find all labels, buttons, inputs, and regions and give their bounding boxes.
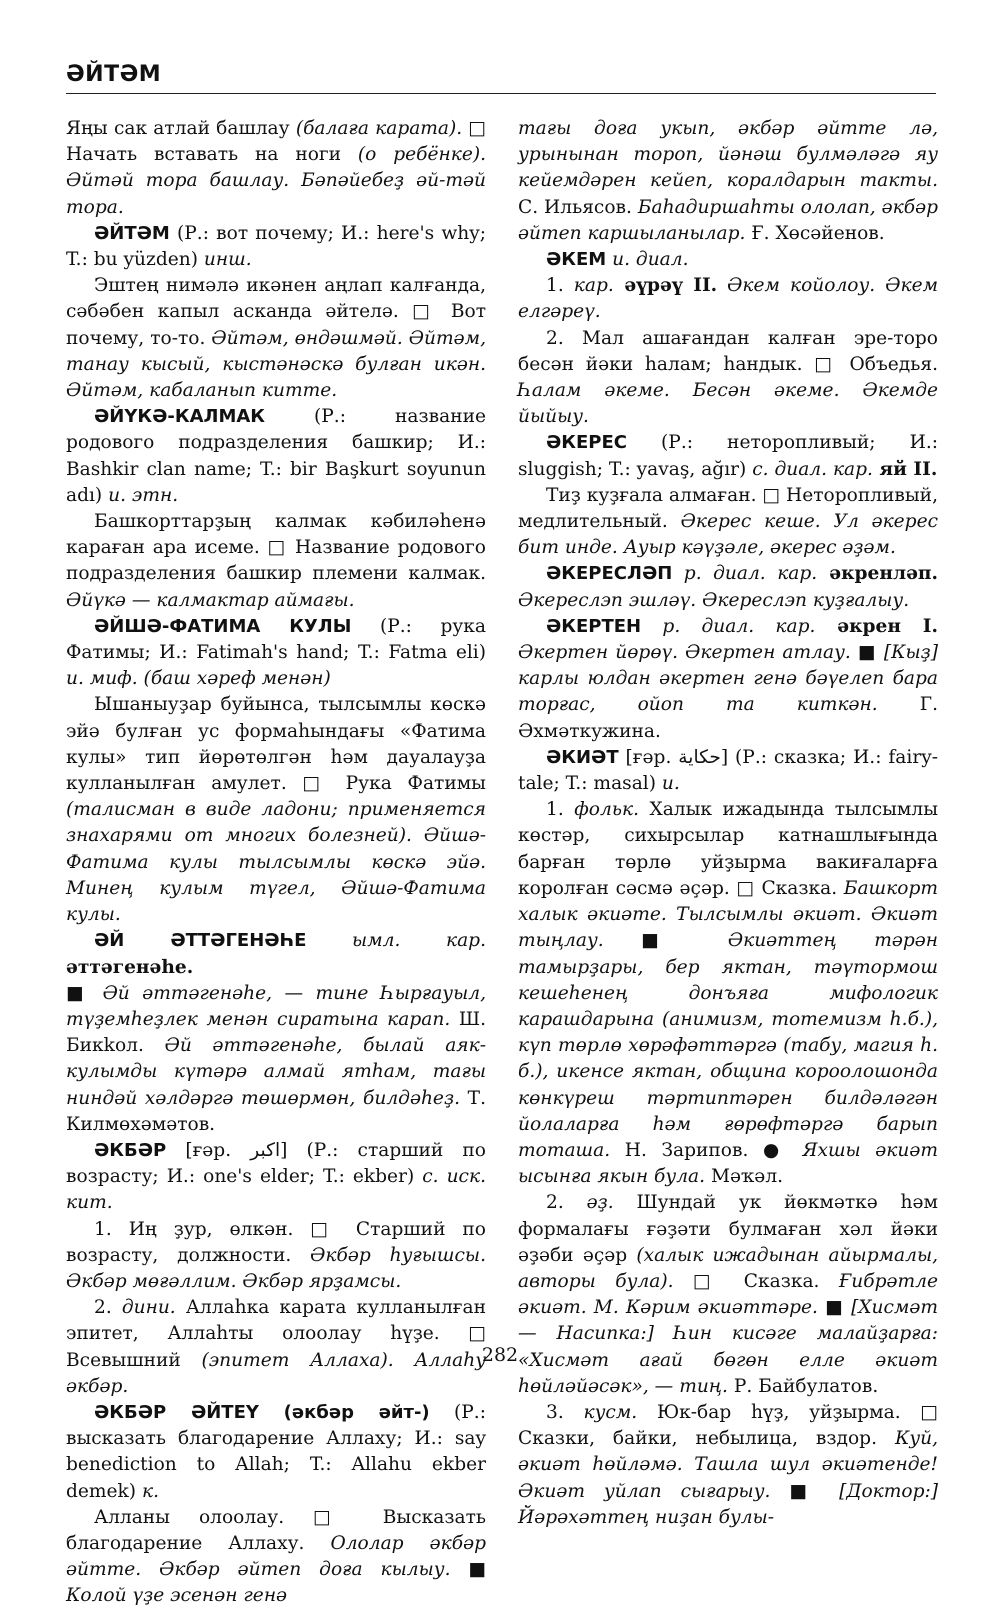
dictionary-paragraph <box>66 404 486 509</box>
entry-text: Тиҙ куҙғала алмаған. □ Неторопливый, медлительный. <box>518 484 938 533</box>
headword: ӘЙ ӘТТӘГЕНӘҺЕ <box>94 930 307 952</box>
entry-text: Шундай ук йөкмәткә һәм формалағы ғәҙәти булмаған хәл йәки әҙәби әҫәр <box>518 1192 938 1266</box>
entry-text: (Р.: высказать благодарение Аллаху; И.: say benediction to Allah; T.: Allahu ekber demek) <box>66 1401 486 1502</box>
headword: ӘКЕРЕС <box>546 432 627 454</box>
entry-text: Н. Зарипов. ● <box>610 1139 803 1161</box>
entry-text: әүрәү II. <box>613 275 718 297</box>
dictionary-paragraph <box>518 614 938 745</box>
entry-text: (талисман в виде ладони; применяется знахарями от многих болезней). Әйшә-Фатима кулы тылсымлы көскә эйә. Минең кулым түгел, Әйшә-Фатима кулы. <box>66 799 486 926</box>
entry-text: әкрен I. <box>815 615 938 637</box>
dictionary-paragraph <box>518 116 938 247</box>
entry-text: Ғибрәтле әкиәт. М. Кәрим әкиәттәре. <box>518 1270 938 1319</box>
entry-text: к. <box>141 1480 159 1502</box>
headword: ӘКИӘТ <box>546 746 619 768</box>
entry-text: Г. Әхмәткужина. <box>518 694 938 742</box>
dictionary-paragraph <box>66 928 486 980</box>
page-number: 282 <box>481 1344 519 1366</box>
entry-text: р. диал. кар. <box>641 615 816 637</box>
entry-text: Аллаһка карата кулланылған эпитет, Аллаһты олоолау һүҙе. □ Всевышний <box>66 1297 486 1371</box>
entry-text: Т. Килмөхәмәтов. <box>66 1087 486 1135</box>
entry-text: (эпитет Аллаха). Аллаһу әкбәр. <box>66 1349 486 1397</box>
dictionary-paragraph <box>66 614 486 693</box>
entry-text: и. диал. <box>606 249 689 271</box>
entry-text: Әй әттәгенәһе, былай аяк-кулымды күтәрә алмай ятһам, тағы ниндәй хәлдәргә төшөрмөн, билдәһеҙ. <box>66 1035 486 1109</box>
dictionary-paragraph <box>518 1400 938 1531</box>
dictionary-paragraph <box>66 1400 486 1505</box>
entry-text: дини. <box>121 1297 176 1319</box>
entry-text: Юк-бар һүҙ, уйҙырма. □ Сказки, байки, небылица, вздор. <box>518 1401 938 1450</box>
entry-text: Баһадиршаһты ололап, әкбәр әйтеп каршыланылар. <box>518 196 938 244</box>
dictionary-paragraph <box>66 1505 486 1610</box>
right-column <box>518 116 938 1531</box>
entry-text: Яхшы әкиәт ысынға якын була. <box>518 1139 938 1188</box>
dictionary-paragraph <box>66 1217 486 1296</box>
left-column <box>66 116 486 1610</box>
entry-text: кар. <box>573 275 614 297</box>
dictionary-paragraph <box>66 981 486 1138</box>
entry-text: ■ <box>603 930 728 952</box>
entry-text: Әйүкә — калмактар аймағы. <box>66 589 355 611</box>
headword: ӘКБӘР ӘЙТЕҮ (әкбәр әйт-) <box>94 1401 430 1423</box>
entry-text: Әйтәм, өндәшмәй. Әйтәм, танау кысый, кыстәнәскә булған икән. Әйтәм, кабаланып китте. <box>66 327 486 402</box>
dictionary-paragraph <box>518 483 938 562</box>
entry-text: (Р.: вот почему; И.: here's why; T.: bu yüzden) <box>66 222 486 271</box>
entry-text: Әкиәттең тәрән тамырҙары, бер яктан, тәүтормош кешеһенең донъяға мифологик карашдарына (анимизм, тотемизм һ.б.), күп төрлө хөрәфәттәргә (табу, магия һ. б.), икенсе яктан, община короолошонда көнкүреш тәртиптәрен билдәләгән йолаларға һәм ғөрөфтәргә барып тоташа. <box>518 930 938 1161</box>
entry-text: 1. <box>546 799 575 821</box>
entry-text: (Р.: название родового подразделения башкир; И.: Bashkir clan name; T.: bir Başkurt soyunun adı) <box>66 406 486 506</box>
entry-text: 2. <box>94 1297 122 1319</box>
entry-text: әттәгенәһе. <box>66 956 194 978</box>
entry-text: Башкорттарҙың калмак кәбиләһенә караған ара исеме. □ Название родового подразделения башкир племени калмак. <box>66 511 486 585</box>
dictionary-paragraph <box>518 561 938 613</box>
entry-text: Әкертен йөрөү. Әкертен атлау. <box>518 642 851 664</box>
entry-text: [Доктор:] Йәрәхәттең ниҙан булы- <box>518 1480 938 1528</box>
entry-text: тағы доға укып, әкбәр әйтте лә, урынынан тороп, йәнәш булмәләгә яу кейемдәрен кейеп, коралдарын такты. <box>518 118 938 192</box>
entry-text: (о ребёнке). Әйтәй тора башлау. Бәпәйебеҙ әй-тәй тора. <box>66 144 486 218</box>
entry-text: Әкереслэп эшләү. Әкереслэп куҙғалыу. <box>518 589 910 611</box>
dictionary-paragraph <box>66 273 486 404</box>
dictionary-paragraph <box>518 273 938 325</box>
entry-text: Әкем койолоу. Әкем елгәреү. <box>518 275 938 323</box>
entry-text: Ышаныуҙар буйынса, тылсымлы көскә эйә булған ус формаһындағы «Фатима кулы» тип йөрөтөлгән һәм дауалауҙа кулланылған амулет. □ Рука Фатимы <box>66 694 486 795</box>
entry-text: әҙ. <box>586 1192 614 1214</box>
entry-text: инш. <box>203 249 252 271</box>
entry-text: Әкерес кеше. Ул әкерес бит инде. Ауыр кәүҙәле, әкерес әҙәм. <box>518 511 938 559</box>
entry-text: □ Начать вставать на ноги <box>66 118 486 166</box>
entry-text: р. диал. кар. <box>672 563 818 585</box>
entry-text: Халык ижадында тылсымлы көстәр, сихырсылар катнашлығында барған төрлө уйҙырма вакиғаларға королған сәсмә әҫәр. □ Сказка. <box>518 799 938 899</box>
dictionary-paragraph <box>518 247 938 273</box>
headword: ӘКЕРТЕН <box>546 615 642 637</box>
entry-text: (халык ижадынан айырмалы, авторы була). <box>518 1244 938 1292</box>
entry-text: Куй, әкиәт һөйләмә. Ташла шул әкиәтенде! Әкиәт уйлап сығарыу. <box>518 1428 938 1502</box>
dictionary-paragraph <box>518 745 938 797</box>
entry-text: (балаға карата). <box>295 118 463 139</box>
entry-text: Әй әттәгенәһе, — тине Һырғауыл, түҙемһеҙлек менән сиратына карап. <box>66 982 486 1030</box>
entry-text: Ғ. Хөсәйенов. <box>745 222 885 244</box>
entry-text: и. <box>661 773 680 795</box>
entry-text: ■ <box>450 1559 486 1581</box>
headword: ӘЙҮКӘ-КАЛМАК <box>94 406 265 428</box>
entry-text: ■ <box>817 1297 852 1319</box>
entry-text: С. Ильясов. <box>518 196 638 218</box>
entry-text: Ш. Бикkол. <box>66 1008 486 1057</box>
entry-text: ■ <box>770 1480 840 1502</box>
entry-text: Колой үҙе эсенән генә <box>66 1585 288 1607</box>
dictionary-paragraph <box>66 1138 486 1217</box>
headword: ӘКЕРЕСЛӘП <box>546 563 673 585</box>
dictionary-paragraph <box>66 116 486 221</box>
dictionary-paragraph <box>66 692 486 928</box>
entry-text: 1. <box>546 275 574 297</box>
entry-text: Мәҡәл. <box>705 1166 784 1188</box>
entry-text: [ғәр. حكاية] (Р.: сказка; И.: fairy-tale; T.: masal) <box>518 746 938 795</box>
dictionary-paragraph <box>66 509 486 614</box>
headword: ӘЙШӘ-ФАТИМА КУЛЫ <box>94 615 352 637</box>
entry-text: әкренләп. <box>817 563 938 585</box>
entry-text: Ололар әкбәр әйтте. Әкбәр әйтеп доға кылыу. <box>66 1532 486 1581</box>
entry-text: и. миф. (баш хәреф менән) <box>66 668 331 690</box>
entry-text: 2. <box>546 1192 587 1214</box>
running-head: ӘЙТӘМ <box>66 62 162 87</box>
entry-text: и. этн. <box>108 484 179 506</box>
entry-text: ■ <box>66 982 103 1004</box>
entry-text: (Р.: рука Фатимы; И.: Fatimah's hand; T.: Fatma eli) <box>66 615 486 664</box>
dictionary-paragraph <box>66 221 486 273</box>
entry-text: ымл. кар. <box>306 930 486 952</box>
entry-text: Алланы олоолау. □ Высказать благодарение Аллаху. <box>66 1506 486 1554</box>
dictionary-paragraph <box>518 430 938 482</box>
entry-text: яй II. <box>872 458 938 480</box>
headword: ӘЙТӘМ <box>94 222 170 244</box>
header-rule <box>66 93 936 94</box>
entry-text: □ Сказка. <box>673 1270 839 1292</box>
dictionary-paragraph <box>518 326 938 431</box>
entry-text: (Р.: неторопливый; И.: sluggish; T.: yavaş, ağır) <box>518 432 938 480</box>
entry-text: 1. Иң ҙур, өлкән. □ Старший по возрасту, должности. <box>66 1218 486 1266</box>
entry-text: Башкорт халык әкиәте. Тылсымлы әкиәт. Әкиәт тыңлау. <box>518 877 938 952</box>
entry-text: фольк. <box>574 799 639 821</box>
entry-text: Эштең нимәлә икәнен аңлап калғанда, сәбәбен капыл асканда әйтелә. □ Вот почему, то-то. <box>66 275 486 349</box>
entry-text: Әкбәр һуғышсы. Әкбәр мөғәллим. Әкбәр ярҙамсы. <box>66 1244 486 1292</box>
entry-text: кусм. <box>583 1401 638 1423</box>
dictionary-paragraph <box>518 797 938 1190</box>
entry-text: [Хисмәт — Насипка:] Һин кисәге малайҙарға: «Хисмәт ағай бөгөн елле әкиәт һөйләйәсәк», — тиң. <box>518 1297 938 1397</box>
headword: ӘКБӘР <box>94 1139 167 1161</box>
entry-text: Р. Байбулатов. <box>727 1375 879 1397</box>
entry-text: [Кыҙ] карлы юлдан әкертен генә бәүелеп бара торғас, ойоп та киткән. <box>518 642 938 716</box>
entry-text: 2. Мал ашағандан калған эре-торо бесән йәки һалам; һандык. □ Объедья. <box>518 327 938 375</box>
entry-text: [ғәр. اكبر] (Р.: старший по возрасту; И.: one's elder; T.: ekber) <box>66 1139 486 1188</box>
entry-text: с. диал. кар. <box>752 458 873 480</box>
entry-text: с. иск. кит. <box>66 1166 486 1214</box>
entry-text: 3. <box>546 1401 584 1423</box>
entry-text: ■ <box>850 642 884 664</box>
entry-text: Һалам әкеме. Бесән әкеме. Әкемде йыйыу. <box>518 380 938 428</box>
headword: ӘКЕМ <box>546 249 607 271</box>
entry-text: Яңы сак атлай башлау <box>66 118 296 139</box>
dictionary-paragraph <box>518 1190 938 1400</box>
